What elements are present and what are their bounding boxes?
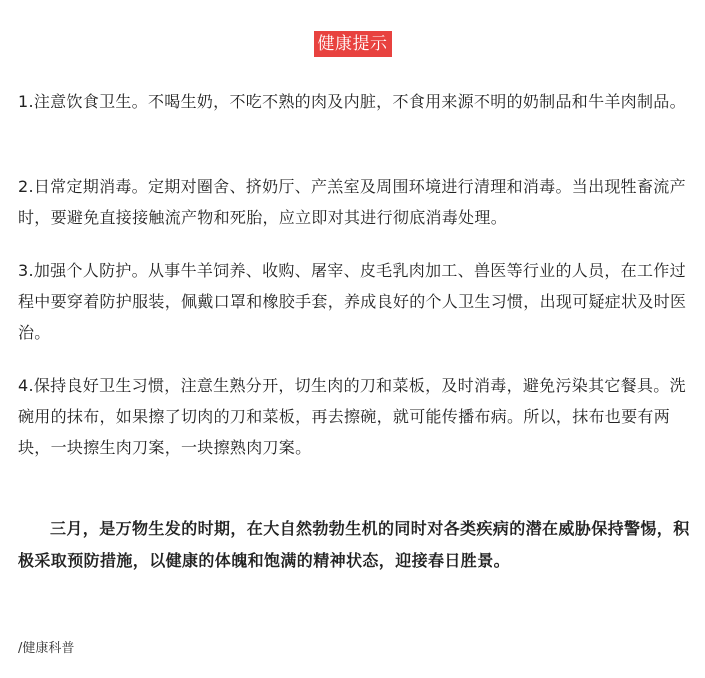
title-row [0, 31, 705, 57]
tip-paragraph-2: 2.日常定期消毒。定期对圈舍、挤奶厅、产羔室及周围环境进行清理和消毒。当出现牲畜流产时，要避免直接接触流产物和死胎，应立即对其进行彻底消毒处理。 [18, 177, 686, 227]
tip-paragraph-4: 4.保持良好卫生习惯，注意生熟分开，切生肉的刀和菜板，及时消毒，避免污染其它餐具。洗碗用的抹布，如果擦了切肉的刀和菜板，再去擦碗，就可能传播布病。所以，抹布也要有两块，一块擦生肉刀案，一块擦熟肉刀案。 [18, 376, 686, 457]
tip-paragraph-3: 3.加强个人防护。从事牛羊饲养、收购、屠宰、皮毛乳肉加工、兽医等行业的人员，在工作过程中要穿着防护服装，佩戴口罩和橡胶手套，养成良好的个人卫生习惯，出现可疑症状及时医治。 [18, 261, 687, 342]
health-tips-title: 健康提示 [314, 31, 392, 57]
summary-paragraph: 三月，是万物生发的时期，在大自然勃勃生机的同时对各类疾病的潜在威胁保持警惕，积极采取预防措施，以健康的体魄和饱满的精神状态，迎接春日胜景。 [18, 519, 690, 570]
source-credit: /健康科普 [18, 641, 75, 656]
tip-paragraph-1: 1.注意饮食卫生。不喝生奶，不吃不熟的肉及内脏，不食用来源不明的奶制品和牛羊肉制品。 [18, 92, 686, 111]
